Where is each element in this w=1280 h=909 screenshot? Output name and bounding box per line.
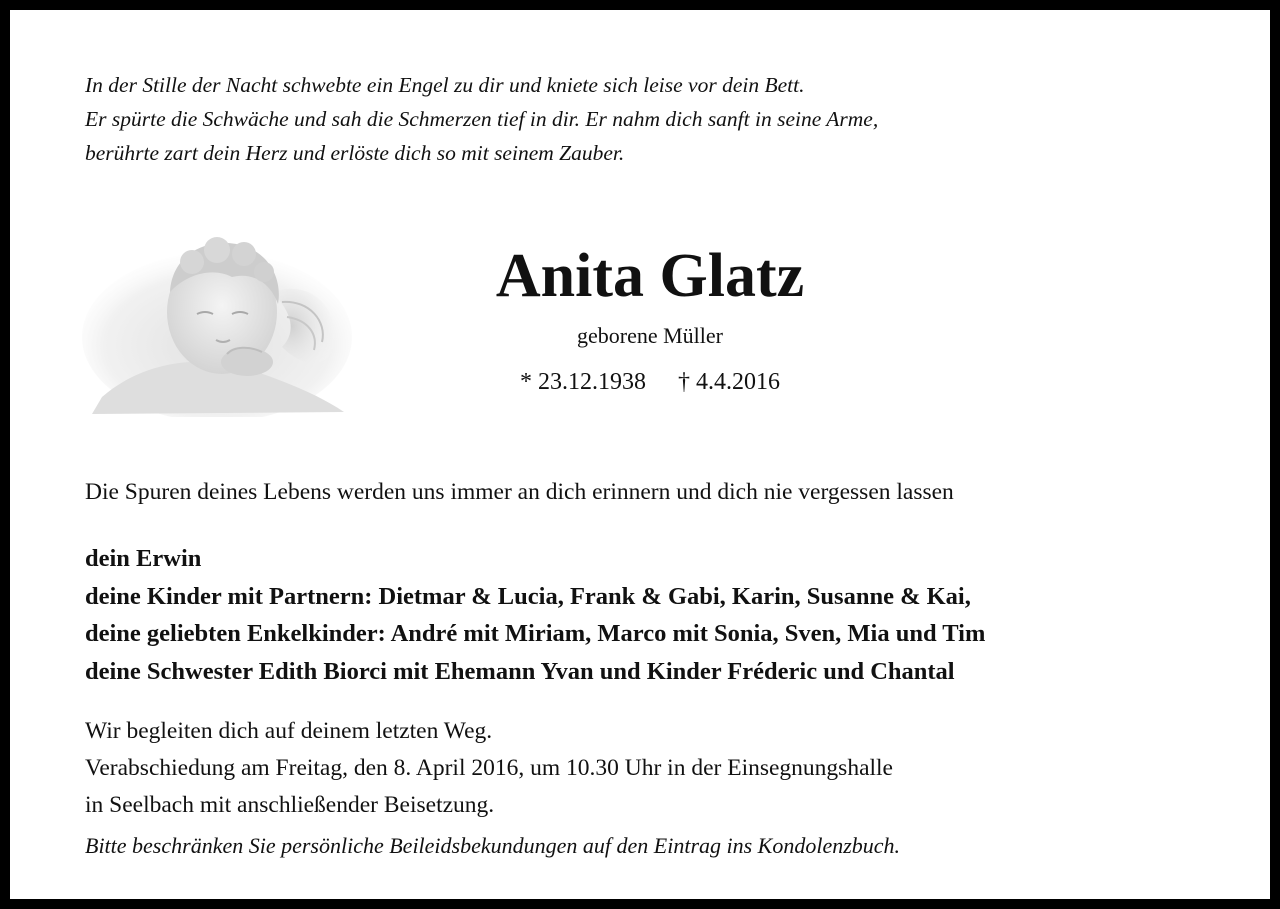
deceased-name: Anita Glatz <box>495 242 805 310</box>
mourner-line: deine Kinder mit Partnern: Dietmar & Lucia, Frank & Gabi, Karin, Susanne & Kai, <box>85 582 971 610</box>
funeral-line: Verabschiedung am Freitag, den 8. April 2016, um 10.30 Uhr in der Einsegnungshalle <box>85 755 893 781</box>
maiden-name: geborene Müller <box>577 323 723 348</box>
mourner-line: deine geliebten Enkelkinder: André mit Miriam, Marco mit Sonia, Sven, Mia und Tim <box>85 620 986 647</box>
mourners-list <box>85 540 985 690</box>
poem-line: Er spürte die Schwäche und sah die Schmerzen tief in dir. Er nahm dich sanft in seine Arme, <box>85 107 879 131</box>
life-dates <box>10 366 1280 398</box>
poem <box>85 68 1225 170</box>
memorial-tagline: Die Spuren deines Lebens werden uns immer an dich erinnern und dich nie vergessen lassen <box>85 479 954 505</box>
death-date: † 4.4.2016 <box>678 369 780 395</box>
funeral-line: in Seelbach mit anschließender Beisetzung. <box>85 792 495 818</box>
birth-date: * 23.12.1938 <box>520 369 646 395</box>
funeral-details <box>85 713 893 824</box>
mourner-line: deine Schwester Edith Biorci mit Ehemann Yvan und Kinder Fréderic und Chantal <box>85 657 955 685</box>
condolence-note: Bitte beschränken Sie persönliche Beileidsbekundungen auf den Eintrag ins Kondolenzbuch. <box>85 833 901 858</box>
funeral-line: Wir begleiten dich auf deinem letzten Weg. <box>85 718 493 744</box>
poem-line: berührte zart dein Herz und erlöste dich so mit seinem Zauber. <box>85 141 625 165</box>
mourner-line: dein Erwin <box>85 545 202 572</box>
poem-line: In der Stille der Nacht schwebte ein Engel zu dir und kniete sich leise vor dein Bett. <box>85 73 805 97</box>
